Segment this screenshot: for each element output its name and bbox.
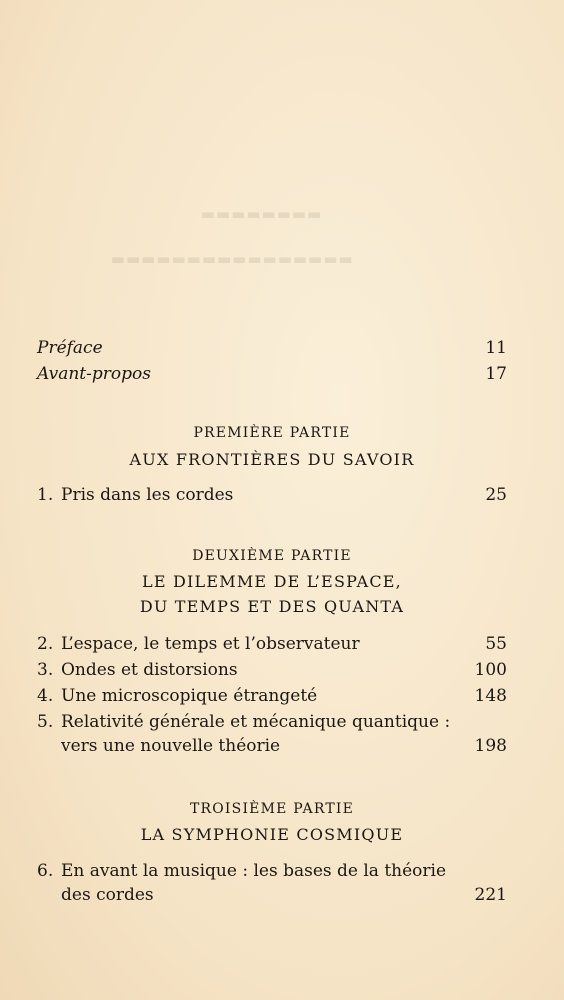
chapter-title: Pris dans les cordes (61, 485, 234, 505)
entry-page: 221 (474, 885, 507, 905)
entry-page: 198 (474, 736, 507, 756)
entry-page: 55 (485, 634, 507, 654)
chapter-title: En avant la musique : les bases de la théorie (61, 861, 447, 881)
entry-page: 17 (485, 364, 507, 384)
chapter-number: 3. (37, 660, 54, 680)
part-label: PREMIÈRE PARTIE (193, 425, 351, 441)
chapter-title: Relativité générale et mécanique quantique : (61, 712, 451, 732)
chapter-title: Ondes et distorsions (61, 660, 238, 680)
bleed-through-text: ▬▬▬▬▬▬▬▬▬▬▬▬▬▬▬▬ (110, 250, 353, 268)
toc-entry-chapter-5[interactable] (37, 710, 507, 758)
entry-page: 11 (485, 338, 507, 358)
chapter-number: 4. (37, 686, 54, 706)
chapter-number: 6. (37, 861, 54, 881)
toc-entry-chapter-2[interactable] (37, 632, 507, 656)
chapter-number: 2. (37, 634, 54, 654)
chapter-title-continued: des cordes (61, 885, 154, 905)
chapter-number: 1. (37, 485, 54, 505)
bleed-through-text: ▬▬▬▬▬▬▬▬ (200, 205, 322, 223)
chapter-title-continued: vers une nouvelle théorie (61, 736, 281, 756)
part-label: DEUXIÈME PARTIE (192, 548, 352, 564)
chapter-number: 5. (37, 712, 54, 732)
chapter-title: Une microscopique étrangeté (61, 686, 318, 706)
part-title: DU TEMPS ET DES QUANTA (139, 597, 405, 616)
entry-page: 100 (474, 660, 507, 680)
entry-page: 25 (485, 485, 507, 505)
part-title: LE DILEMME DE L’ESPACE, (142, 572, 402, 591)
entry-title: Préface (37, 338, 103, 358)
chapter-title: L’espace, le temps et l’observateur (61, 634, 360, 654)
toc-entry-chapter-1[interactable] (37, 483, 507, 507)
toc-entry-chapter-3[interactable] (37, 658, 507, 682)
toc-entry-preface[interactable] (37, 336, 507, 360)
entry-title: Avant-propos (37, 364, 151, 384)
part-label: TROISIÈME PARTIE (189, 801, 355, 817)
entry-page: 148 (474, 686, 507, 706)
part-title: AUX FRONTIÈRES DU SAVOIR (129, 450, 415, 469)
part-title: LA SYMPHONIE COSMIQUE (140, 825, 404, 844)
toc-entry-chapter-4[interactable] (37, 684, 507, 708)
toc-entry-avant-propos[interactable] (37, 362, 507, 386)
toc-entry-chapter-6[interactable] (37, 859, 507, 907)
